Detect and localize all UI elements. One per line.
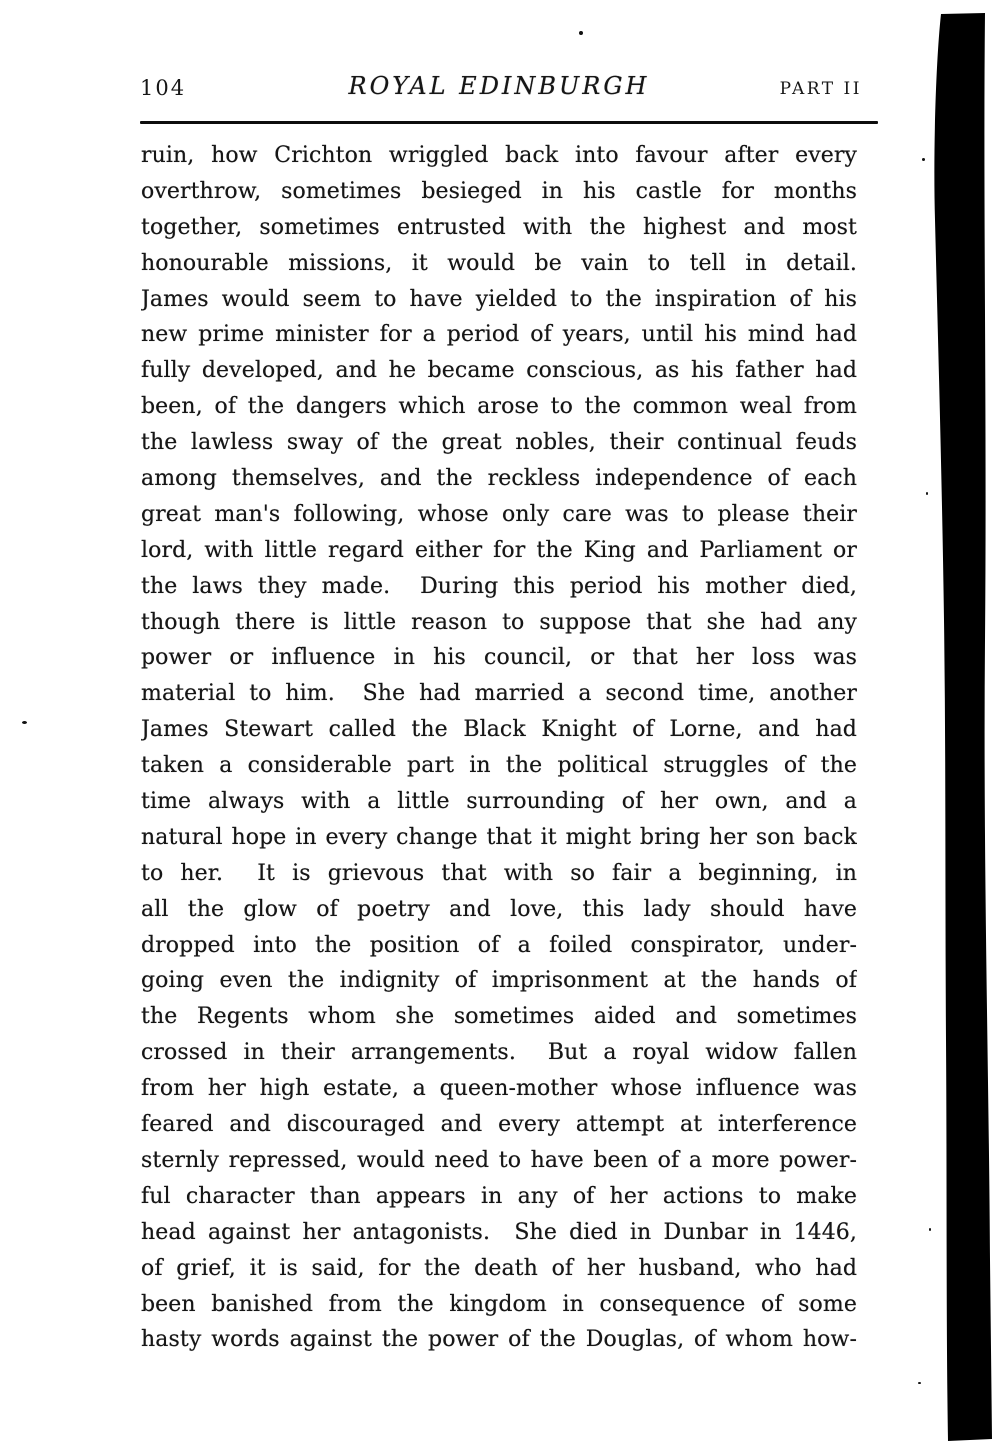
page-number: 104 — [140, 76, 187, 100]
scan-speck — [922, 158, 925, 161]
text-line: ruin, how Crichton wriggled back into favour after every — [141, 143, 857, 168]
text-line: the Regents whom she sometimes aided and sometimes — [141, 1004, 857, 1030]
text-line: crossed in their arrangements. But a royal widow fallen — [141, 1040, 857, 1066]
text-line: taken a considerable part in the political struggles of the — [141, 753, 857, 779]
text-line: been banished from the kingdom in consequence of some — [141, 1291, 857, 1317]
text-line: material to him. She had married a second time, another — [141, 681, 857, 707]
scan-speck — [22, 721, 27, 724]
text-line: the lawless sway of the great nobles, their continual feuds — [141, 430, 857, 456]
text-line: all the glow of poetry and love, this lady should have — [141, 896, 857, 922]
text-line: among themselves, and the reckless independence of each — [141, 466, 857, 492]
text-line: of grief, it is said, for the death of her husband, who had — [141, 1255, 857, 1281]
text-line: going even the indignity of imprisonment at the hands of — [141, 968, 857, 994]
text-line: natural hope in every change that it might bring her son back — [141, 824, 857, 850]
text-line: great man's following, whose only care was to please their — [141, 501, 857, 527]
text-line: hasty words against the power of the Douglas, of whom how- — [141, 1327, 857, 1353]
text-line: power or influence in his council, or that her loss was — [141, 645, 857, 671]
text-line: together, sometimes entrusted with the highest and most — [141, 214, 857, 240]
text-line: ful character than appears in any of her actions to make — [141, 1183, 857, 1209]
text-line: been, of the dangers which arose to the common weal from — [141, 394, 857, 420]
text-line: time always with a little surrounding of her own, and a — [141, 789, 857, 815]
text-line: from her high estate, a queen-mother whose influence was — [141, 1076, 857, 1102]
scan-speck — [929, 1228, 931, 1231]
text-line: new prime minister for a period of years, until his mind had — [141, 322, 857, 348]
text-line: James Stewart called the Black Knight of Lorne, and had — [141, 717, 857, 743]
running-title: ROYAL EDINBURGH — [348, 72, 650, 100]
part-label: PART II — [779, 79, 862, 99]
text-line: head against her antagonists. She died in Dunbar in 1446, — [141, 1219, 857, 1245]
text-line: overthrow, sometimes besieged in his castle for months — [141, 178, 857, 204]
scan-speck — [918, 1382, 921, 1384]
body-text — [141, 138, 857, 1358]
scan-speck — [926, 492, 928, 495]
text-line: dropped into the position of a foiled conspirator, under- — [141, 932, 857, 958]
scan-speck — [579, 31, 583, 35]
text-line: James would seem to have yielded to the inspiration of his — [141, 286, 857, 312]
text-line: the laws they made. During this period his mother died, — [141, 573, 857, 599]
text-line: fully developed, and he became conscious, as his father had — [141, 358, 857, 384]
text-line: though there is little reason to suppose that she had any — [141, 609, 857, 635]
text-line: to her. It is grievous that with so fair a beginning, in — [141, 860, 857, 886]
text-line: feared and discouraged and every attempt at interference — [141, 1112, 857, 1138]
header-rule — [140, 121, 878, 124]
text-line: sternly repressed, would need to have been of a more power- — [141, 1147, 857, 1173]
text-line: honourable missions, it would be vain to tell in detail. — [141, 250, 857, 276]
text-line: lord, with little regard either for the King and Parliament or — [141, 537, 857, 563]
